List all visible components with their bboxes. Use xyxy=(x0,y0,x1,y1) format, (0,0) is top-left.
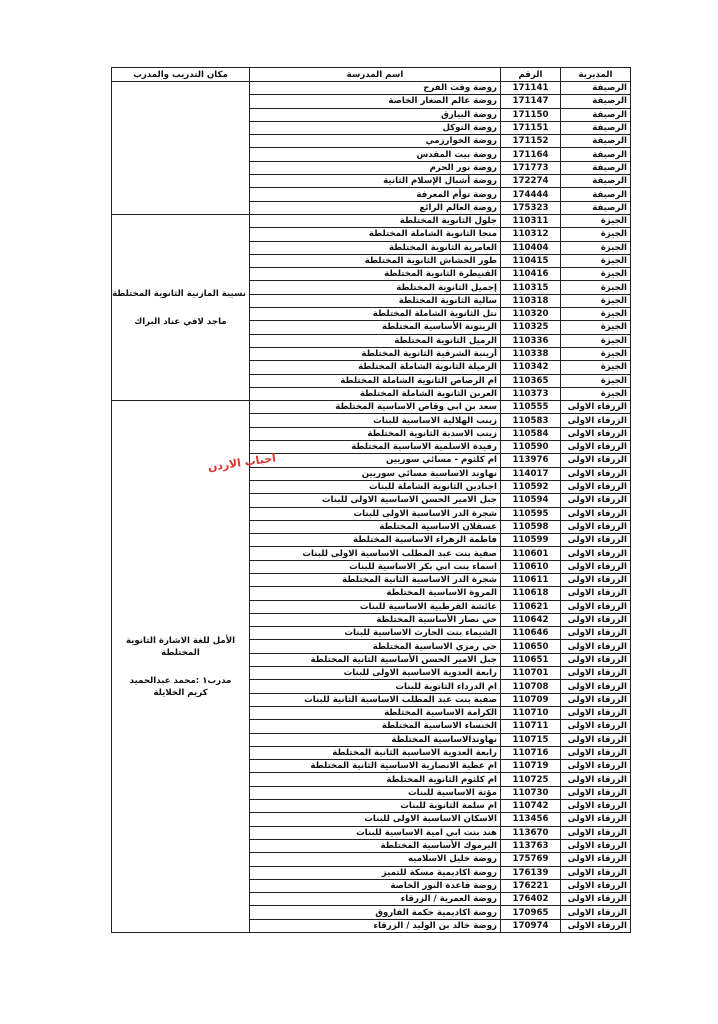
table-row xyxy=(112,82,631,95)
school-name-cell: اليرموك الأساسية المختلطة xyxy=(250,839,501,852)
training-place-line: الأمل للغة الاشارة الثانوية xyxy=(125,635,236,646)
school-number-cell: 110650 xyxy=(501,640,561,653)
school-name-cell: روضة أشبال الإسلام الثانية xyxy=(250,175,501,188)
training-place-line: المختلطة xyxy=(161,647,200,658)
directorate-cell: الرصيفة xyxy=(561,135,631,148)
directorate-cell: الزرقاء الاولى xyxy=(561,720,631,733)
school-number-cell: 110709 xyxy=(501,693,561,706)
directorate-cell: الزرقاء الاولى xyxy=(561,906,631,919)
school-name-cell: ام كلثوم - مسائي سوريين xyxy=(250,454,501,467)
directorate-cell: الزرقاء الاولى xyxy=(561,441,631,454)
header-directorate: المديرية xyxy=(561,68,631,82)
table-body xyxy=(112,82,631,933)
school-name-cell: الزيتونة الأساسية المختلطة xyxy=(250,321,501,334)
directorate-cell: الرصيفة xyxy=(561,201,631,214)
school-name-cell: جلول الثانوية المختلطة xyxy=(250,214,501,227)
school-number-cell: 110594 xyxy=(501,494,561,507)
directorate-cell: الرصيفة xyxy=(561,148,631,161)
school-number-cell: 110555 xyxy=(501,401,561,414)
directorate-cell: الزرقاء الاولى xyxy=(561,693,631,706)
directorate-cell: الزرقاء الاولى xyxy=(561,893,631,906)
school-name-cell: روضة وقت الفرح xyxy=(250,82,501,95)
table-row xyxy=(112,214,631,227)
school-number-cell: 110599 xyxy=(501,534,561,547)
directorate-cell: الزرقاء الاولى xyxy=(561,613,631,626)
school-name-cell: عائشة القرطبية الاساسية للبنات xyxy=(250,600,501,613)
school-name-cell: نهاوند الاساسية مسائي سوريين xyxy=(250,467,501,480)
directorate-cell: الرصيفة xyxy=(561,161,631,174)
school-name-cell: عسقلان الاساسية المختلطة xyxy=(250,520,501,533)
school-number-cell: 110315 xyxy=(501,281,561,294)
directorate-cell: الجيزة xyxy=(561,214,631,227)
directorate-cell: الزرقاء الاولى xyxy=(561,786,631,799)
school-name-cell: الخنساء الاساسية المختلطة xyxy=(250,720,501,733)
school-number-cell: 113976 xyxy=(501,454,561,467)
school-number-cell: 110601 xyxy=(501,547,561,560)
school-number-cell: 110336 xyxy=(501,334,561,347)
directorate-cell: الزرقاء الاولى xyxy=(561,733,631,746)
school-number-cell: 110595 xyxy=(501,507,561,520)
school-number-cell: 110592 xyxy=(501,480,561,493)
school-number-cell: 171150 xyxy=(501,108,561,121)
school-name-cell: روضة التوكل xyxy=(250,121,501,134)
training-place-line: كريم الخلايلة xyxy=(153,687,208,698)
school-number-cell: 171773 xyxy=(501,161,561,174)
school-number-cell: 175769 xyxy=(501,853,561,866)
directorate-cell: الزرقاء الاولى xyxy=(561,507,631,520)
directorate-cell: الجيزة xyxy=(561,308,631,321)
school-name-cell: روضة بيت المقدس xyxy=(250,148,501,161)
school-name-cell: نتل الثانوية الشاملة المختلطة xyxy=(250,308,501,321)
school-name-cell: الشيماء بنت الحارث الاساسية للبنات xyxy=(250,627,501,640)
school-number-cell: 110404 xyxy=(501,241,561,254)
table-row xyxy=(112,401,631,414)
school-number-cell: 113670 xyxy=(501,826,561,839)
directorate-cell: الزرقاء الاولى xyxy=(561,520,631,533)
directorate-cell: الزرقاء الاولى xyxy=(561,401,631,414)
training-place-cell xyxy=(112,82,250,215)
watermark-text: احباب الاردن xyxy=(207,451,277,474)
directorate-cell: الرصيفة xyxy=(561,188,631,201)
school-name-cell: الكرامة الاساسية المختلطة xyxy=(250,706,501,719)
school-number-cell: 110590 xyxy=(501,441,561,454)
school-number-cell: 110701 xyxy=(501,667,561,680)
school-number-cell: 110318 xyxy=(501,294,561,307)
school-number-cell: 110312 xyxy=(501,228,561,241)
school-name-cell: روضة اكاديمية حكمة الفاروق xyxy=(250,906,501,919)
directorate-cell: الزرقاء الاولى xyxy=(561,879,631,892)
directorate-cell: الجيزة xyxy=(561,321,631,334)
school-name-cell: الاسكان الاساسية الاولى للبنات xyxy=(250,813,501,826)
directorate-cell: الجيزة xyxy=(561,241,631,254)
directorate-cell: الجيزة xyxy=(561,334,631,347)
school-number-cell: 110716 xyxy=(501,746,561,759)
directorate-cell: الجيزة xyxy=(561,228,631,241)
training-place-cell xyxy=(112,214,250,400)
school-name-cell: روضة عالم الصغار الخاصة xyxy=(250,95,501,108)
school-number-cell: 110708 xyxy=(501,680,561,693)
directorate-cell: الزرقاء الاولى xyxy=(561,454,631,467)
school-number-cell: 110365 xyxy=(501,374,561,387)
school-number-cell: 110710 xyxy=(501,706,561,719)
school-number-cell: 110730 xyxy=(501,786,561,799)
directorate-cell: الزرقاء الاولى xyxy=(561,706,631,719)
school-number-cell: 176139 xyxy=(501,866,561,879)
school-number-cell: 113763 xyxy=(501,839,561,852)
directorate-cell: الزرقاء الاولى xyxy=(561,853,631,866)
school-number-cell: 110416 xyxy=(501,268,561,281)
school-number-cell: 174444 xyxy=(501,188,561,201)
directorate-cell: الرصيفة xyxy=(561,121,631,134)
school-number-cell: 110320 xyxy=(501,308,561,321)
school-name-cell: ام عطية الانصارية الاساسية الثانية المختلطة xyxy=(250,760,501,773)
directorate-cell: الرصيفة xyxy=(561,95,631,108)
school-number-cell: 175323 xyxy=(501,201,561,214)
school-number-cell: 110742 xyxy=(501,800,561,813)
school-name-cell: روضة اكاديمية مسكة للتميز xyxy=(250,866,501,879)
school-number-cell: 110373 xyxy=(501,387,561,400)
directorate-cell: الزرقاء الاولى xyxy=(561,467,631,480)
directorate-cell: الرصيفة xyxy=(561,108,631,121)
directorate-cell: الزرقاء الاولى xyxy=(561,826,631,839)
school-name-cell: المروة الاساسية المختلطة xyxy=(250,587,501,600)
school-number-cell: 110598 xyxy=(501,520,561,533)
school-name-cell: العامرية الثانوية المختلطة xyxy=(250,241,501,254)
school-number-cell: 110642 xyxy=(501,613,561,626)
school-name-cell: روضة توأم المعرفة xyxy=(250,188,501,201)
school-number-cell: 110583 xyxy=(501,414,561,427)
directorate-cell: الزرقاء الاولى xyxy=(561,534,631,547)
school-name-cell: حي نصار الأساسية المختلطة xyxy=(250,613,501,626)
directorate-cell: الزرقاء الاولى xyxy=(561,773,631,786)
school-name-cell: منجا الثانوية الشاملة المختلطة xyxy=(250,228,501,241)
directorate-cell: الزرقاء الاولى xyxy=(561,600,631,613)
school-number-cell: 171147 xyxy=(501,95,561,108)
school-name-cell: أرينبة الشرقية الثانوية المختلطة xyxy=(250,347,501,360)
school-name-cell: اسماء بنت ابي بكر الاساسية للبنات xyxy=(250,560,501,573)
directorate-cell: الجيزة xyxy=(561,268,631,281)
table-header-row xyxy=(112,68,631,82)
school-name-cell: روضة العالم الرائع xyxy=(250,201,501,214)
directorate-cell: الزرقاء الاولى xyxy=(561,653,631,666)
directorate-cell: الزرقاء الاولى xyxy=(561,573,631,586)
school-name-cell: شجرة الدر الاساسية الثانية المختلطة xyxy=(250,573,501,586)
school-name-cell: سعد بن ابي وقاص الاساسية المختلطة xyxy=(250,401,501,414)
school-number-cell: 110311 xyxy=(501,214,561,227)
directorate-cell: الزرقاء الاولى xyxy=(561,494,631,507)
school-number-cell: 113456 xyxy=(501,813,561,826)
school-number-cell: 170974 xyxy=(501,919,561,932)
school-name-cell: روضة الخوارزمي xyxy=(250,135,501,148)
school-number-cell: 110338 xyxy=(501,347,561,360)
header-place: مكان التدريب والمدرب xyxy=(112,68,250,82)
school-name-cell: جبل الامير الحسن الاساسية الاولى للبنات xyxy=(250,494,501,507)
directorate-cell: الجيزة xyxy=(561,347,631,360)
directorate-cell: الرصيفة xyxy=(561,175,631,188)
school-number-cell: 110618 xyxy=(501,587,561,600)
school-number-cell: 171151 xyxy=(501,121,561,134)
school-name-cell: رفيدة الاسلمية الاساسية المختلطة xyxy=(250,441,501,454)
directorate-cell: الجيزة xyxy=(561,361,631,374)
directorate-cell: الزرقاء الاولى xyxy=(561,919,631,932)
school-name-cell: سالية الثانوية المختلطة xyxy=(250,294,501,307)
school-name-cell: روضة العمرية / الزرقاء xyxy=(250,893,501,906)
school-name-cell: فاطمة الزهراء الاساسية المختلطة xyxy=(250,534,501,547)
school-name-cell: رابعة العدوية الاساسية الاولى للبنات xyxy=(250,667,501,680)
school-name-cell: روضة خليل الاسلاميه xyxy=(250,853,501,866)
directorate-cell: الزرقاء الاولى xyxy=(561,800,631,813)
school-name-cell: طور الحشاش الثانوية المختلطة xyxy=(250,254,501,267)
school-name-cell: زينب الاسدية الثانوية المختلطة xyxy=(250,427,501,440)
directorate-cell: الزرقاء الاولى xyxy=(561,427,631,440)
directorate-cell: الزرقاء الاولى xyxy=(561,587,631,600)
school-number-cell: 110725 xyxy=(501,773,561,786)
school-number-cell: 110719 xyxy=(501,760,561,773)
directorate-cell: الزرقاء الاولى xyxy=(561,627,631,640)
school-name-cell: مؤتة الاساسية للبنات xyxy=(250,786,501,799)
school-name-cell: إجميل الثانوية المختلطة xyxy=(250,281,501,294)
school-number-cell: 110646 xyxy=(501,627,561,640)
school-number-cell: 172274 xyxy=(501,175,561,188)
school-number-cell: 110342 xyxy=(501,361,561,374)
school-name-cell: العربن الثانوية الشاملة المختلطة xyxy=(250,387,501,400)
directorate-cell: الجيزة xyxy=(561,374,631,387)
school-number-cell: 110584 xyxy=(501,427,561,440)
training-place-line: نسيبة المازنية الثانوية المختلطة xyxy=(112,288,246,299)
directorate-cell: الزرقاء الاولى xyxy=(561,480,631,493)
school-name-cell: زينب الهلالية الاساسية للبنات xyxy=(250,414,501,427)
school-name-cell: ام كلثوم الثانوية المختلطة xyxy=(250,773,501,786)
school-name-cell: ام الرصاص الثانوية الشاملة المختلطة xyxy=(250,374,501,387)
training-place-line: مدرب١ :محمد عبدالحميد xyxy=(129,675,232,686)
directorate-cell: الجيزة xyxy=(561,294,631,307)
school-number-cell: 176221 xyxy=(501,879,561,892)
school-number-cell: 171152 xyxy=(501,135,561,148)
school-name-cell: هند بنت ابي امية الاساسية للبنات xyxy=(250,826,501,839)
school-name-cell: صفية بنت عبد المطلب الاساسية الثانية للبنات xyxy=(250,693,501,706)
school-name-cell: حي رمزي الاساسية المختلطة xyxy=(250,640,501,653)
school-name-cell: القنيطرة الثانوية المختلطة xyxy=(250,268,501,281)
school-number-cell: 171164 xyxy=(501,148,561,161)
school-name-cell: روضة البيارق xyxy=(250,108,501,121)
directorate-cell: الرصيفة xyxy=(561,82,631,95)
school-name-cell: رابعة العدوية الاساسية الثانية المختلطة xyxy=(250,746,501,759)
directorate-cell: الجيزة xyxy=(561,281,631,294)
school-name-cell: شجرة الدر الاساسية الاولى للبنات xyxy=(250,507,501,520)
school-number-cell: 110610 xyxy=(501,560,561,573)
school-name-cell: نهاوندالاساسية المختلطة xyxy=(250,733,501,746)
school-number-cell: 110611 xyxy=(501,573,561,586)
school-number-cell: 110711 xyxy=(501,720,561,733)
school-number-cell: 110621 xyxy=(501,600,561,613)
training-place-line: ماجد لافي عناد البراك xyxy=(134,316,227,327)
school-number-cell: 110415 xyxy=(501,254,561,267)
directorate-cell: الزرقاء الاولى xyxy=(561,866,631,879)
school-name-cell: اجنادين الثانوية الشاملة للبنات xyxy=(250,480,501,493)
directorate-cell: الزرقاء الاولى xyxy=(561,813,631,826)
school-name-cell: جبل الامير الحسن الأساسية الثانية المختلطة xyxy=(250,653,501,666)
directorate-cell: الزرقاء الاولى xyxy=(561,560,631,573)
school-number-cell: 110651 xyxy=(501,653,561,666)
school-number-cell: 176402 xyxy=(501,893,561,906)
school-number-cell: 110325 xyxy=(501,321,561,334)
directorate-cell: الزرقاء الاولى xyxy=(561,746,631,759)
directorate-cell: الجيزة xyxy=(561,254,631,267)
directorate-cell: الزرقاء الاولى xyxy=(561,667,631,680)
school-name-cell: روضة نور الحرم xyxy=(250,161,501,174)
directorate-cell: الزرقاء الاولى xyxy=(561,414,631,427)
school-number-cell: 170965 xyxy=(501,906,561,919)
school-number-cell: 114017 xyxy=(501,467,561,480)
school-name-cell: ام سلمة الثانوية للبنات xyxy=(250,800,501,813)
school-name-cell: الرميل الثانوية المختلطة xyxy=(250,334,501,347)
school-name-cell: الزميلة الثانوية الشاملة المختلطة xyxy=(250,361,501,374)
directorate-cell: الزرقاء الاولى xyxy=(561,640,631,653)
directorate-cell: الزرقاء الاولى xyxy=(561,760,631,773)
directorate-cell: الزرقاء الاولى xyxy=(561,547,631,560)
school-number-cell: 110715 xyxy=(501,733,561,746)
header-school-name: اسم المدرسة xyxy=(250,68,501,82)
schools-table xyxy=(111,67,631,933)
directorate-cell: الجيزة xyxy=(561,387,631,400)
header-number: الرقم xyxy=(501,68,561,82)
school-name-cell: صفية بنت عبد المطلب الاساسية الاولى للبنات xyxy=(250,547,501,560)
school-name-cell: ام الدرداء الثانوية للبنات xyxy=(250,680,501,693)
directorate-cell: الزرقاء الاولى xyxy=(561,680,631,693)
school-name-cell: روضة قاعدة النور الخاصة xyxy=(250,879,501,892)
school-name-cell: روضة خالد بن الوليد / الزرقاء xyxy=(250,919,501,932)
directorate-cell: الزرقاء الاولى xyxy=(561,839,631,852)
training-place-cell xyxy=(112,401,250,933)
school-number-cell: 171141 xyxy=(501,82,561,95)
